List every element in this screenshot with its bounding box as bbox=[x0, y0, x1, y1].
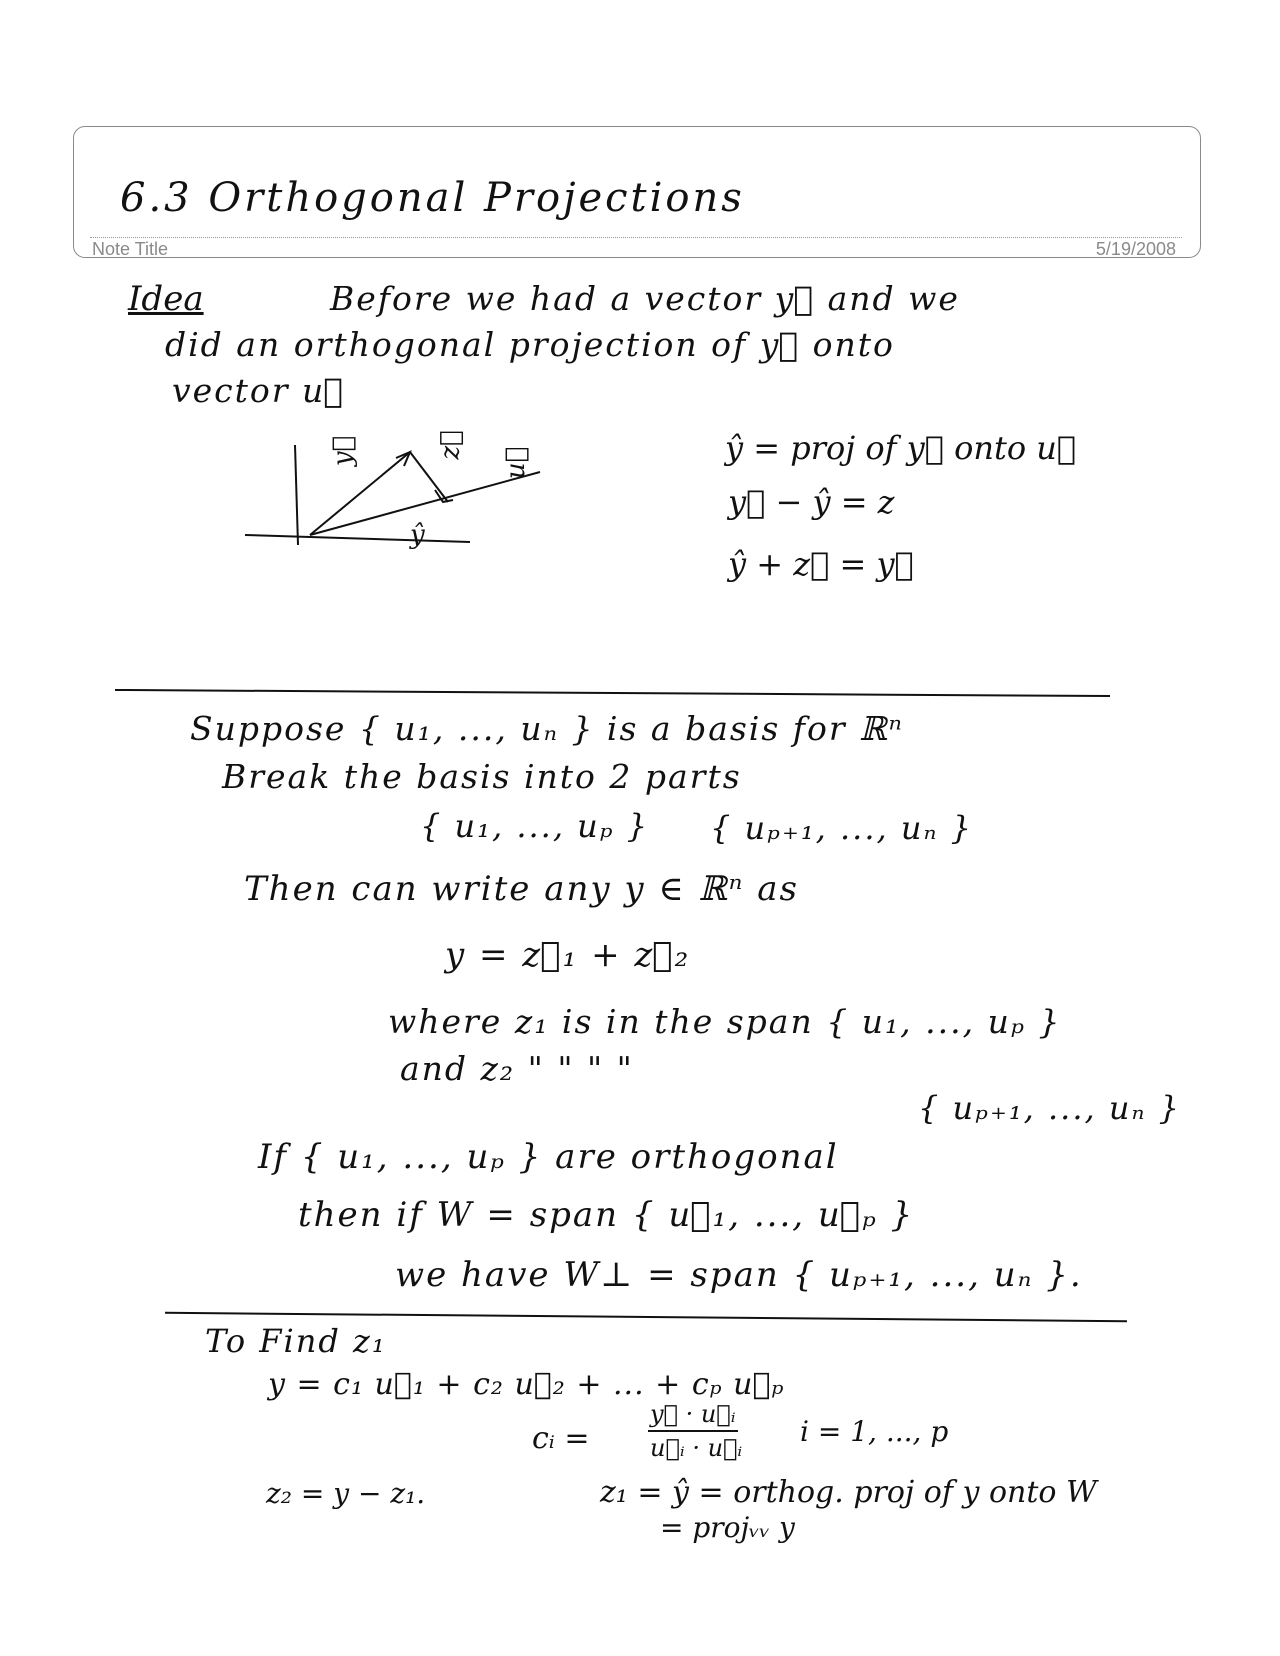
idea-line-3: vector u⃗ bbox=[172, 371, 346, 410]
diagram-label-z: z⃗ bbox=[435, 430, 466, 460]
diagram-label-u: u⃗ bbox=[501, 446, 532, 480]
find-heading: To Find z₁ bbox=[205, 1322, 387, 1360]
find-ci-numerator: y⃗ · u⃗ᵢ bbox=[650, 1400, 736, 1428]
basis-then-if: then if W = span { u⃗₁, ..., u⃗ₚ } bbox=[298, 1195, 915, 1235]
idea-line-2: did an orthogonal projection of y⃗ onto bbox=[165, 325, 895, 364]
basis-part-b: { uₚ₊₁, ..., uₙ } bbox=[710, 809, 973, 847]
find-ci-label: cᵢ = bbox=[532, 1421, 590, 1456]
idea-heading: Idea bbox=[128, 279, 204, 319]
basis-span-2: { uₚ₊₁, ..., uₙ } bbox=[918, 1089, 1181, 1127]
note-title-label: Note Title bbox=[92, 239, 169, 259]
basis-break: Break the basis into 2 parts bbox=[222, 757, 742, 796]
basis-where: where z₁ is in the span { u₁, ..., uₚ } bbox=[388, 1002, 1062, 1041]
basis-then: Then can write any y ∈ ℝⁿ as bbox=[244, 869, 799, 909]
relation-1: ŷ = proj of y⃗ onto u⃗ bbox=[725, 429, 1077, 467]
diagram-label-y: y⃗ bbox=[328, 435, 359, 467]
find-z1: z₁ = ŷ = orthog. proj of y onto W bbox=[600, 1475, 1097, 1510]
relation-2: y⃗ − ŷ = z bbox=[728, 483, 895, 521]
diagram-label-yhat: ŷ bbox=[410, 520, 425, 550]
basis-if: If { u₁, ..., uₚ } are orthogonal bbox=[258, 1137, 839, 1177]
basis-eq: y = z⃗₁ + z⃗₂ bbox=[445, 935, 691, 975]
basis-part-a: { u₁, ..., uₚ } bbox=[420, 807, 650, 845]
find-z2: z₂ = y − z₁. bbox=[266, 1477, 426, 1510]
basis-and: and z₂ " " " " bbox=[400, 1049, 634, 1088]
find-ci-range: i = 1, ..., p bbox=[800, 1415, 949, 1448]
basis-we-have: we have W⊥ = span { uₚ₊₁, ..., uₙ }. bbox=[395, 1255, 1083, 1295]
section-divider-2 bbox=[165, 1312, 1127, 1322]
page-title: 6.3 Orthogonal Projections bbox=[120, 175, 745, 221]
find-ci-denominator: u⃗ᵢ · u⃗ᵢ bbox=[650, 1434, 743, 1462]
note-date: 5/19/2008 bbox=[1095, 239, 1176, 259]
idea-line-1: Before we had a vector y⃗ and we bbox=[330, 279, 960, 318]
relation-3: ŷ + z⃗ = y⃗ bbox=[728, 545, 914, 583]
title-divider bbox=[90, 237, 1182, 238]
section-divider bbox=[115, 689, 1110, 697]
find-eq-1: y = c₁ u⃗₁ + c₂ u⃗₂ + ... + cₚ u⃗ₚ bbox=[268, 1367, 785, 1402]
find-z1-proj: = projᵥᵥ y bbox=[660, 1511, 795, 1544]
fraction-bar bbox=[648, 1430, 738, 1432]
basis-suppose: Suppose { u₁, ..., uₙ } is a basis for ℝⁿ bbox=[190, 709, 904, 748]
